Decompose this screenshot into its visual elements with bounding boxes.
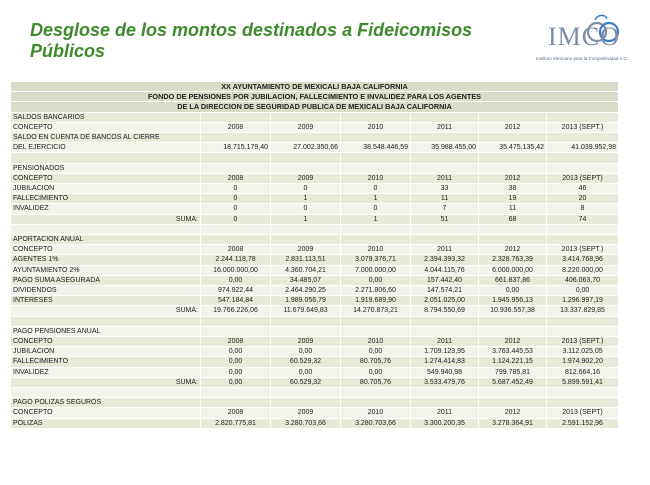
blank-cell [547, 224, 619, 234]
value-cell: 0,00 [341, 275, 411, 285]
blank-cell [411, 398, 479, 408]
value-cell: 0 [201, 184, 271, 194]
table-row [11, 347, 619, 357]
blank-cell [479, 112, 547, 122]
blank-cell [547, 112, 619, 122]
blank-cell [547, 235, 619, 245]
blank-cell [411, 388, 479, 398]
value-cell: 38 [479, 184, 547, 194]
blank-cell [341, 133, 411, 143]
value-cell: 10.936.557,38 [479, 306, 547, 316]
value-cell: 19 [479, 194, 547, 204]
value-cell: 7.000.000,00 [341, 265, 411, 275]
value-cell: 19.766.226,06 [201, 306, 271, 316]
value-cell: 3.112.025,05 [547, 347, 619, 357]
value-cell: 51 [411, 214, 479, 224]
value-cell: 14.270.873,21 [341, 306, 411, 316]
value-cell: 6.000.000,00 [479, 265, 547, 275]
value-cell: 2013 (SEPT) [547, 173, 619, 183]
value-cell: 8.220.000,00 [547, 265, 619, 275]
table-row [11, 337, 619, 347]
value-cell: 2.271.806,60 [341, 286, 411, 296]
value-cell: 1.296.997,19 [547, 296, 619, 306]
value-cell: 2012 [479, 245, 547, 255]
blank-cell [411, 163, 479, 173]
table-row [11, 204, 619, 214]
concept-cell: CONCEPTO [11, 408, 201, 418]
value-cell: 8 [547, 204, 619, 214]
value-cell: 3.278.364,91 [479, 418, 547, 428]
value-cell: 2010 [341, 408, 411, 418]
value-cell: 0 [341, 184, 411, 194]
blank-cell [547, 326, 619, 336]
value-cell: 0 [341, 204, 411, 214]
value-cell: 0 [271, 184, 341, 194]
table-row [11, 286, 619, 296]
value-cell: 7 [411, 204, 479, 214]
table-row [11, 306, 619, 316]
blank-cell [479, 316, 547, 326]
value-cell: 3.079.376,71 [341, 255, 411, 265]
blank-cell [341, 388, 411, 398]
value-cell: 0,00 [271, 367, 341, 377]
value-cell: 46 [547, 184, 619, 194]
value-cell: 68 [479, 214, 547, 224]
value-cell: 147.574,21 [411, 286, 479, 296]
value-cell: 2013 (SEPT.) [547, 245, 619, 255]
value-cell: 1.709.123,95 [411, 347, 479, 357]
value-cell: 2011 [411, 408, 479, 418]
logo-text: IMCO [548, 22, 620, 51]
blank-cell [341, 112, 411, 122]
table-header-line: FONDO DE PENSIONES POR JUBILACION, FALLECIMIENTO E INVALIDEZ PARA LOS AGENTES [11, 92, 619, 102]
blank-cell [547, 388, 619, 398]
value-cell: 661.837,86 [479, 275, 547, 285]
value-cell: 0 [201, 214, 271, 224]
value-cell: 18.715.179,40 [201, 143, 271, 153]
blank-cell [201, 316, 271, 326]
blank-cell [271, 163, 341, 173]
value-cell: 2009 [271, 245, 341, 255]
table-row [11, 357, 619, 367]
table-row [11, 367, 619, 377]
concept-cell: FALLECIMIENTO [11, 357, 201, 367]
value-cell: 1.124.221,15 [479, 357, 547, 367]
sum-label: SUMA: [11, 377, 201, 387]
value-cell: 2.051.025,00 [411, 296, 479, 306]
value-cell: 157.442,40 [411, 275, 479, 285]
table-header-line: DE LA DIRECCION DE SEGURIDAD PUBLICA DE MEXICALI BAJA CALIFORNIA [11, 102, 619, 112]
value-cell: 2012 [479, 337, 547, 347]
value-cell: 2.591.152,96 [547, 418, 619, 428]
value-cell: 80.705,76 [341, 357, 411, 367]
table-row [11, 163, 619, 173]
concept-cell: JUBILACION [11, 347, 201, 357]
value-cell: 2011 [411, 122, 479, 132]
table-row [11, 224, 619, 234]
value-cell: 0,00 [201, 275, 271, 285]
value-cell: 0,00 [271, 347, 341, 357]
value-cell: 2008 [201, 337, 271, 347]
blank-cell [201, 388, 271, 398]
value-cell: 2010 [341, 173, 411, 183]
value-cell: 2011 [411, 337, 479, 347]
value-cell: 20 [547, 194, 619, 204]
blank-cell [271, 388, 341, 398]
value-cell: 27.002.350,66 [271, 143, 341, 153]
value-cell: 2010 [341, 245, 411, 255]
concept-cell: INTERESES [11, 296, 201, 306]
value-cell: 0,00 [547, 286, 619, 296]
table-row [11, 255, 619, 265]
value-cell: 8.794.550,69 [411, 306, 479, 316]
value-cell: 0,00 [201, 367, 271, 377]
blank-cell [411, 235, 479, 245]
table-row [11, 275, 619, 285]
blank-cell [547, 398, 619, 408]
value-cell: 2009 [271, 337, 341, 347]
value-cell: 406.063,70 [547, 275, 619, 285]
blank-cell [411, 112, 479, 122]
table-row [11, 388, 619, 398]
value-cell: 2009 [271, 173, 341, 183]
blank-cell [341, 224, 411, 234]
value-cell: 74 [547, 214, 619, 224]
concept-cell: CONCEPTO [11, 122, 201, 132]
value-cell: 1 [271, 194, 341, 204]
value-cell: 2.831.113,51 [271, 255, 341, 265]
value-cell: 2008 [201, 122, 271, 132]
blank-cell [341, 326, 411, 336]
blank-cell [341, 316, 411, 326]
table-row [11, 184, 619, 194]
value-cell: 2011 [411, 173, 479, 183]
blank-cell [479, 235, 547, 245]
blank-cell [547, 153, 619, 163]
table-row [11, 194, 619, 204]
value-cell: 2012 [479, 122, 547, 132]
table-row [11, 398, 619, 408]
table-row [11, 418, 619, 428]
value-cell: 2.394.393,32 [411, 255, 479, 265]
section-label: APORTACION ANUAL [11, 235, 201, 245]
logo-subtitle: Instituto Mexicano para la Competitividad A.C. [536, 56, 629, 61]
concept-cell: CONCEPTO [11, 337, 201, 347]
value-cell: 0 [201, 204, 271, 214]
value-cell: 2.820.775,81 [201, 418, 271, 428]
value-cell: 1 [341, 214, 411, 224]
concept-cell: PAGO SUMA ASEGURADA [11, 275, 201, 285]
value-cell: 3.300.200,35 [411, 418, 479, 428]
blank-cell [411, 316, 479, 326]
value-cell: 11 [411, 194, 479, 204]
value-cell: 2008 [201, 173, 271, 183]
value-cell: 2013 (SEPT.) [547, 337, 619, 347]
value-cell: 0,00 [479, 286, 547, 296]
value-cell: 2010 [341, 337, 411, 347]
value-cell: 0,00 [201, 377, 271, 387]
value-cell: 2013 (SEPT.) [547, 122, 619, 132]
table-row [11, 214, 619, 224]
pension-fund-table [10, 81, 619, 429]
table-header-line: XX AYUNTAMIENTO DE MEXICALI BAJA CALIFORNIA [11, 82, 619, 92]
blank-cell [341, 153, 411, 163]
value-cell: 0,00 [341, 347, 411, 357]
concept-cell: POLIZAS [11, 418, 201, 428]
blank-cell [479, 153, 547, 163]
value-cell: 38.548.446,59 [341, 143, 411, 153]
value-cell: 1.974.902,20 [547, 357, 619, 367]
section-label: SALDOS BANCARIOS [11, 112, 201, 122]
page-title: Desglose de los montos destinados a Fideicomisos Públicos [30, 20, 473, 61]
blank-cell [479, 388, 547, 398]
value-cell: 1 [271, 214, 341, 224]
table-row [11, 235, 619, 245]
value-cell: 2012 [479, 173, 547, 183]
table-row [11, 143, 619, 153]
value-cell: 34.485,07 [271, 275, 341, 285]
value-cell: 2011 [411, 245, 479, 255]
blank-cell [271, 235, 341, 245]
value-cell: 3.763.445,53 [479, 347, 547, 357]
value-cell: 1 [341, 194, 411, 204]
value-cell: 2.328.763,39 [479, 255, 547, 265]
value-cell: 3.280.703,66 [271, 418, 341, 428]
blank-cell [11, 316, 201, 326]
value-cell: 33 [411, 184, 479, 194]
blank-cell [271, 112, 341, 122]
value-cell: 1.989.056,79 [271, 296, 341, 306]
value-cell: 80.705,76 [341, 377, 411, 387]
table-row [11, 265, 619, 275]
table-row [11, 133, 619, 143]
blank-cell [479, 398, 547, 408]
blank-cell [201, 326, 271, 336]
blank-cell [271, 326, 341, 336]
value-cell: 2009 [271, 408, 341, 418]
value-cell: 3.533.479,76 [411, 377, 479, 387]
sum-label: SUMA: [11, 214, 201, 224]
blank-cell [11, 224, 201, 234]
value-cell: 5.899.591,41 [547, 377, 619, 387]
table-row [11, 122, 619, 132]
concept-cell: DEL EJERCICIO [11, 143, 201, 153]
section-label: PAGO POLIZAS SEGUROS [11, 398, 201, 408]
value-cell: 2.464.290,25 [271, 286, 341, 296]
value-cell: 2013 (SEPT) [547, 408, 619, 418]
value-cell: 2009 [271, 122, 341, 132]
value-cell: 549.940,98 [411, 367, 479, 377]
value-cell: 2010 [341, 122, 411, 132]
blank-cell [479, 326, 547, 336]
value-cell: 4.044.115,76 [411, 265, 479, 275]
blank-cell [271, 398, 341, 408]
value-cell: 974.922,44 [201, 286, 271, 296]
concept-cell: AYUNTAMIENTO 2% [11, 265, 201, 275]
value-cell: 35.988.455,00 [411, 143, 479, 153]
value-cell: 0,00 [201, 347, 271, 357]
blank-cell [11, 153, 201, 163]
table-row [11, 245, 619, 255]
concept-cell: JUBILACION [11, 184, 201, 194]
blank-cell [201, 153, 271, 163]
blank-cell [271, 133, 341, 143]
blank-cell [11, 388, 201, 398]
concept-cell: INVALIDEZ [11, 204, 201, 214]
concept-cell: INVALIDEZ [11, 367, 201, 377]
table-row [11, 173, 619, 183]
blank-cell [271, 224, 341, 234]
value-cell: 0 [271, 204, 341, 214]
concept-cell: CONCEPTO [11, 245, 201, 255]
value-cell: 3.280.703,66 [341, 418, 411, 428]
value-cell: 1.274.414,83 [411, 357, 479, 367]
sum-label: SUMA: [11, 306, 201, 316]
table-row [11, 296, 619, 306]
blank-cell [201, 398, 271, 408]
value-cell: 2012 [479, 408, 547, 418]
blank-cell [341, 163, 411, 173]
value-cell: 13.337.829,85 [547, 306, 619, 316]
value-cell: 35.475.135,42 [479, 143, 547, 153]
value-cell: 547.184,84 [201, 296, 271, 306]
blank-cell [201, 112, 271, 122]
section-label: SALDO EN CUENTA DE BANCOS AL CIERRE [11, 133, 201, 143]
value-cell: 11 [479, 204, 547, 214]
blank-cell [271, 316, 341, 326]
value-cell: 3.414.768,96 [547, 255, 619, 265]
value-cell: 4.360.704,21 [271, 265, 341, 275]
blank-cell [411, 326, 479, 336]
value-cell: 41.039.952,98 [547, 143, 619, 153]
value-cell: 60.529,32 [271, 377, 341, 387]
blank-cell [411, 153, 479, 163]
concept-cell: AGENTES 1% [11, 255, 201, 265]
value-cell: 11.679.649,83 [271, 306, 341, 316]
blank-cell [411, 224, 479, 234]
value-cell: 5.687.452,49 [479, 377, 547, 387]
value-cell: 0,00 [341, 367, 411, 377]
table-row [11, 408, 619, 418]
section-label: PENSIONADOS [11, 163, 201, 173]
table-row [11, 377, 619, 387]
value-cell: 2008 [201, 245, 271, 255]
value-cell: 2008 [201, 408, 271, 418]
blank-cell [479, 133, 547, 143]
value-cell: 60.529,32 [271, 357, 341, 367]
blank-cell [201, 235, 271, 245]
value-cell: 0,00 [201, 357, 271, 367]
blank-cell [547, 316, 619, 326]
blank-cell [341, 235, 411, 245]
blank-cell [479, 224, 547, 234]
blank-cell [201, 224, 271, 234]
concept-cell: CONCEPTO [11, 173, 201, 183]
value-cell: 1.945.956,13 [479, 296, 547, 306]
section-label: PAGO PENSIONES ANUAL [11, 326, 201, 336]
table-row [11, 326, 619, 336]
blank-cell [201, 163, 271, 173]
value-cell: 799.785,81 [479, 367, 547, 377]
value-cell: 2.244.118,78 [201, 255, 271, 265]
blank-cell [479, 163, 547, 173]
table-row [11, 112, 619, 122]
blank-cell [547, 133, 619, 143]
table-row [11, 316, 619, 326]
blank-cell [201, 133, 271, 143]
blank-cell [341, 398, 411, 408]
blank-cell [547, 163, 619, 173]
concept-cell: DIVIDENDOS [11, 286, 201, 296]
value-cell: 1.919.689,90 [341, 296, 411, 306]
table-row [11, 153, 619, 163]
blank-cell [411, 133, 479, 143]
value-cell: 812.664,16 [547, 367, 619, 377]
blank-cell [271, 153, 341, 163]
value-cell: 0 [201, 194, 271, 204]
value-cell: 16.000.000,00 [201, 265, 271, 275]
concept-cell: FALLECIMIENTO [11, 194, 201, 204]
